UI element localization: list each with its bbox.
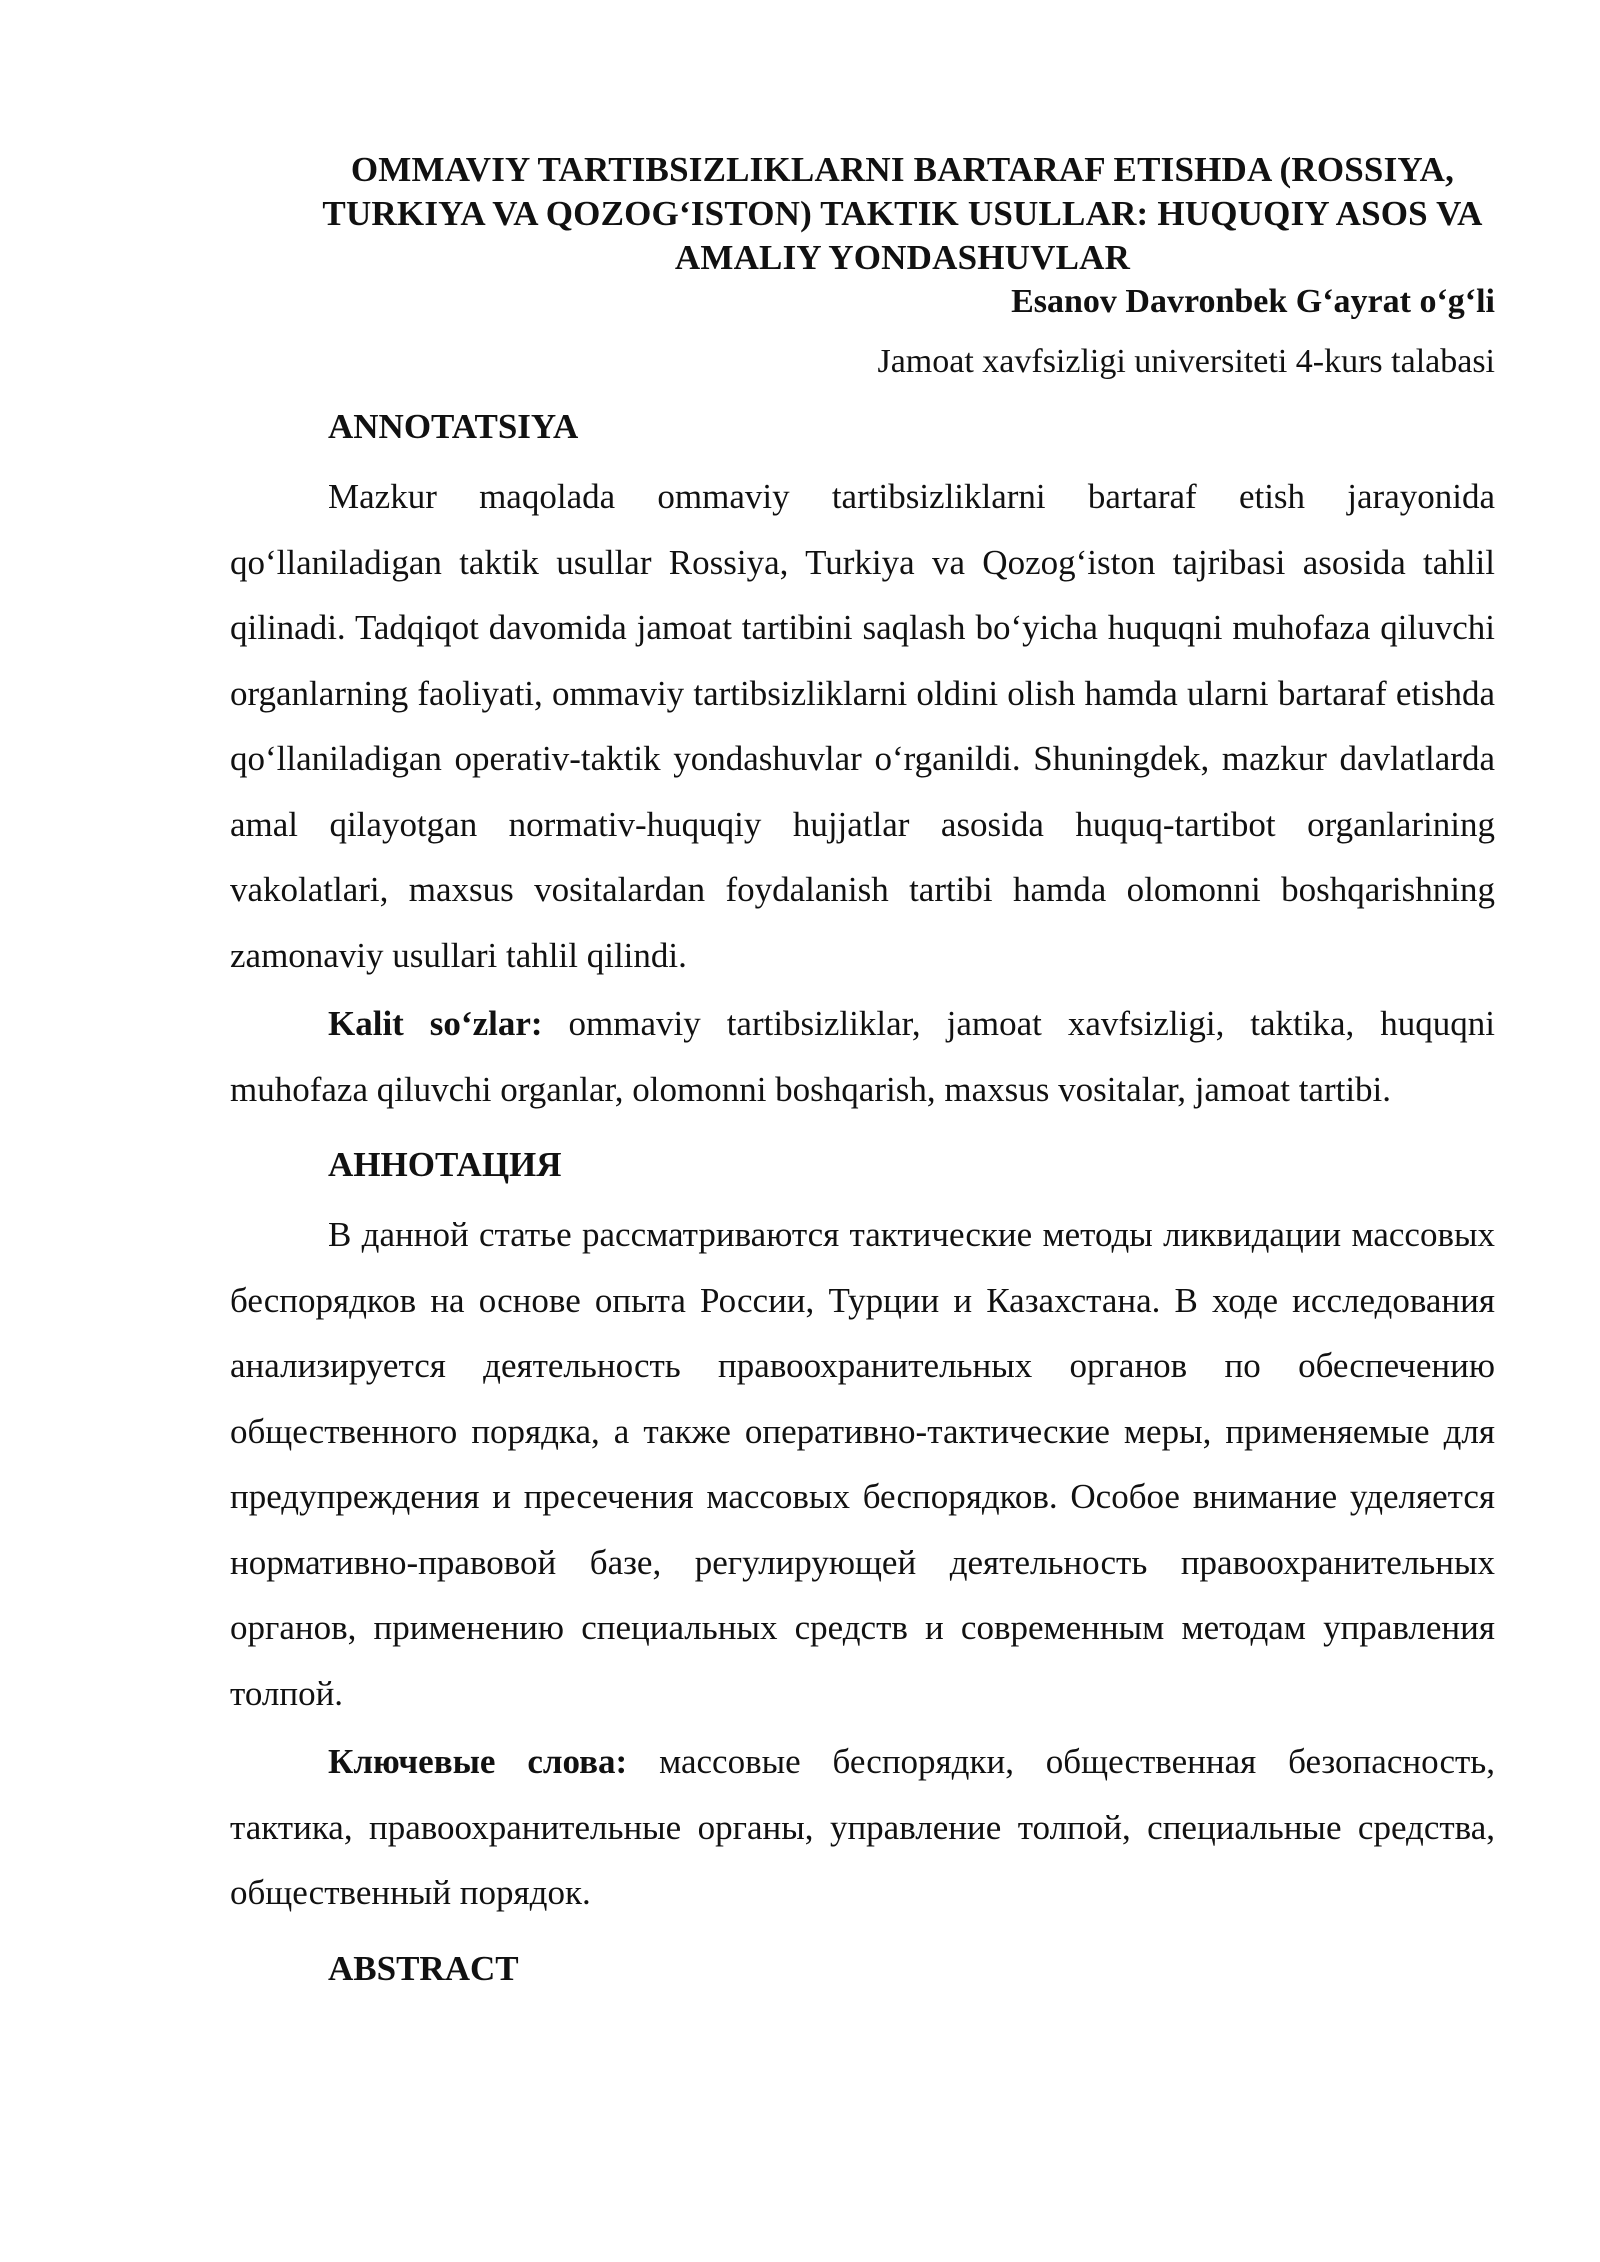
author-affiliation: Jamoat xavfsizligi universiteti 4-kurs talabasi	[877, 343, 1495, 380]
keywords-label-ru: Ключевые слова:	[328, 1742, 628, 1781]
annotation-uz-keywords	[230, 991, 1495, 1122]
annotation-uz-heading: ANNOTATSIYA	[328, 407, 579, 446]
keywords-label-uz: Kalit so‘zlar:	[328, 1004, 543, 1043]
annotation-uz-text: Mazkur maqolada ommaviy tartibsizliklarni bartaraf etish jarayonida qo‘llaniladigan taktik usullar Rossiya, Turkiya va Qozog‘iston tajribasi asosida tahlil qilinadi. Tadqiqot davomida jamoat tartibini saqlash bo‘yicha huquqni muhofaza qiluvchi organlarning faoliyati, ommaviy tartibsizliklarni oldini olish hamda ularni bartaraf etishda qo‘llaniladigan operativ-taktik yondashuvlar o‘rganildi. Shuningdek, mazkur davlatlarda amal qilayotgan normativ-huquqiy hujjatlar asosida huquq-tartibot organlarining vakolatlari, maxsus vositalardan foydalanish tartibi hamda olomonni boshqarishning zamonaviy usullari tahlil qilindi.	[230, 477, 1495, 975]
annotation-ru-heading: АННОТАЦИЯ	[328, 1145, 562, 1184]
annotation-ru-keywords	[230, 1729, 1495, 1926]
annotation-ru-text: В данной статье рассматриваются тактические методы ликвидации массовых беспорядков на основе опыта России, Турции и Казахстана. В ходе исследования анализируется деятельность правоохранительных органов по обеспечению общественного порядка, а также оперативно-тактические меры, применяемые для предупреждения и пресечения массовых беспорядков. Особое внимание уделяется нормативно-правовой базе, регулирующей деятельность правоохранительных органов, применению специальных средств и современным методам управления толпой.	[230, 1215, 1495, 1713]
article-title: OMMAVIY TARTIBSIZLIKLARNI BARTARAF ETISHDA (ROSSIYA, TURKIYA VA QOZOG‘ISTON) TAKTIK USULLAR: HUQUQIY ASOS VA AMALIY YONDASHUVLAR	[322, 150, 1483, 277]
page-content	[230, 148, 1495, 1992]
keywords-list-uz: ommaviy tartibsizliklar, jamoat xavfsizligi, taktika, huquqni muhofaza qiluvchi organlar, olomonni boshqarish, maxsus vositalar, jamoat tartibi.	[230, 1004, 1495, 1109]
keywords-list-ru: массовые беспорядки, общественная безопасность, тактика, правоохранительные органы, управление толпой, специальные средства, общественный порядок.	[230, 1742, 1495, 1912]
author-name: Esanov Davronbek G‘ayrat o‘g‘li	[1011, 283, 1495, 320]
abstract-heading: ABSTRACT	[328, 1948, 519, 1988]
